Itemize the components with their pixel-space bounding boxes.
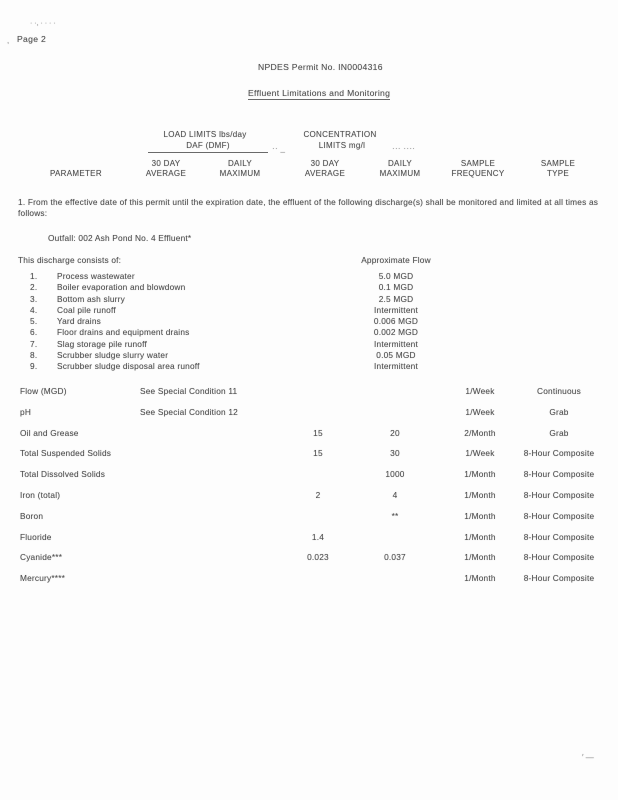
discharge-name: Boiler evaporation and blowdown	[57, 282, 186, 293]
sample-type-value: Grab	[549, 406, 569, 417]
discharge-list-item	[0, 350, 618, 361]
sample-frequency-value: 1/Week	[465, 406, 495, 417]
column-header-line2: FREQUENCY	[451, 169, 505, 178]
discharge-name: Scrubber sludge disposal area runoff	[57, 361, 200, 371]
discharge-number: 3.	[30, 293, 38, 304]
sample-type-value: Grab	[549, 427, 569, 438]
concentration-max-value: 0.037	[384, 552, 406, 563]
column-header-line1: SAMPLE	[460, 159, 496, 168]
discharge-list-item	[0, 327, 618, 338]
sample-frequency-value: 1/Month	[464, 573, 496, 584]
table-row	[0, 407, 618, 428]
page-label: Page 2	[17, 34, 47, 44]
sample-frequency-value: 1/Week	[465, 386, 495, 396]
sample-frequency-value: 1/Month	[464, 469, 496, 480]
discharge-flow: 2.5 MGD	[378, 293, 414, 304]
discharge-flow: 0.002 MGD	[373, 327, 419, 338]
discharge-flow: Intermittent	[374, 304, 418, 315]
column-header-line2: AVERAGE	[145, 169, 187, 178]
scan-artifact-conc-right: ··· ····	[392, 144, 416, 153]
discharge-list-item	[0, 339, 618, 350]
concentration-header: CONCENTRATION	[303, 130, 377, 139]
discharge-flow: 5.0 MGD	[378, 271, 414, 281]
table-row	[0, 490, 618, 511]
column-header-sample-frequency	[438, 159, 518, 179]
special-condition-note: See Special Condition 11	[140, 386, 238, 396]
column-header-sample-type	[518, 159, 598, 179]
load-limits-subheader: DAF (DMF)	[148, 141, 268, 153]
concentration-max-value: 4	[392, 489, 398, 500]
load-limits-header: LOAD LIMITS lbs/day	[163, 130, 247, 139]
discharge-name: Slag storage pile runoff	[57, 338, 147, 349]
sample-type-value: 8-Hour Composite	[523, 552, 595, 563]
parameter-name: pH	[20, 406, 32, 417]
sample-type-value: 8-Hour Composite	[523, 573, 595, 584]
parameter-name: Total Dissolved Solids	[20, 469, 106, 480]
table-row	[0, 428, 618, 449]
concentration-subheader: LIMITS mg/l	[318, 141, 366, 150]
concentration-max-value: 20	[390, 427, 400, 438]
scan-artifact-top-left: · ·, · · · ·	[30, 20, 56, 27]
discharge-name: Process wastewater	[57, 271, 135, 281]
special-condition-note: See Special Condition 12	[140, 406, 238, 417]
column-header-parameter: PARAMETER	[50, 169, 102, 178]
sample-type-value: Continuous	[537, 386, 581, 396]
discharge-name: Yard drains	[57, 316, 102, 326]
column-header-line2: TYPE	[546, 169, 570, 178]
discharge-name: Coal pile runoff	[57, 304, 116, 315]
table-row	[0, 552, 618, 573]
column-header-load-30day	[131, 159, 201, 179]
column-header-line1: DAILY	[227, 159, 253, 168]
sample-frequency-value: 1/Week	[465, 448, 495, 459]
parameter-name: Boron	[20, 510, 44, 521]
column-header-line2: MAXIMUM	[379, 169, 421, 178]
sample-type-value: 8-Hour Composite	[523, 448, 595, 459]
column-header-line2: MAXIMUM	[219, 169, 261, 178]
discharge-list-item	[0, 282, 618, 293]
discharge-number: 8.	[30, 349, 38, 360]
sample-type-value: 8-Hour Composite	[523, 531, 595, 542]
column-header-conc-dailymax	[365, 159, 435, 179]
discharge-number: 7.	[30, 338, 38, 349]
table-row	[0, 532, 618, 553]
discharge-flow: 0.006 MGD	[373, 316, 419, 326]
sample-type-value: 8-Hour Composite	[523, 489, 595, 500]
concentration-30day-value: 15	[313, 427, 323, 438]
concentration-30day-value: 1.4	[311, 531, 325, 542]
sample-frequency-value: 1/Month	[464, 552, 496, 563]
parameter-name: Cyanide***	[20, 552, 63, 563]
discharge-number: 5.	[30, 316, 38, 326]
outfall-label: Outfall: 002 Ash Pond No. 4 Effluent*	[48, 233, 192, 243]
permit-number: NPDES Permit No. IN0004316	[258, 62, 383, 72]
parameter-name: Flow (MGD)	[20, 386, 67, 396]
sample-frequency-value: 1/Month	[464, 531, 496, 542]
discharge-list-item	[0, 361, 618, 372]
discharge-flow: Intermittent	[374, 338, 418, 349]
limits-table	[0, 386, 618, 594]
table-row	[0, 573, 618, 594]
column-header-line1: SAMPLE	[540, 159, 576, 168]
concentration-30day-value: 0.023	[307, 552, 329, 563]
sample-frequency-value: 1/Month	[464, 510, 496, 521]
discharge-number: 4.	[30, 304, 38, 315]
document-title: Effluent Limitations and Monitoring	[248, 88, 391, 98]
discharge-number: 9.	[30, 361, 38, 371]
scan-artifact-conc-left: ·· _	[272, 144, 286, 153]
discharge-flow: 0.1 MGD	[378, 282, 414, 293]
discharge-list-item	[0, 271, 618, 282]
discharge-list-item	[0, 294, 618, 305]
column-header-line2: AVERAGE	[304, 169, 346, 178]
discharge-list-item	[0, 316, 618, 327]
sample-frequency-value: 2/Month	[464, 427, 496, 438]
intro-paragraph: 1. From the effective date of this permit until the expiration date, the effluent of the following discharge(s) shall be monitored and limited at all times as follows:	[18, 197, 599, 218]
table-row	[0, 386, 618, 407]
discharge-number: 2.	[30, 282, 38, 293]
discharge-number: 6.	[30, 327, 38, 338]
discharge-intro: This discharge consists of:	[18, 255, 122, 265]
column-header-conc-30day	[290, 159, 360, 179]
sample-type-value: 8-Hour Composite	[523, 469, 595, 480]
parameter-name: Mercury****	[20, 573, 66, 584]
scan-artifact-comma: ,	[7, 36, 10, 45]
table-row	[0, 511, 618, 532]
discharge-name: Scrubber sludge slurry water	[57, 349, 169, 360]
column-header-line1: 30 DAY	[151, 159, 181, 168]
parameter-name: Total Suspended Solids	[20, 448, 112, 459]
table-row	[0, 448, 618, 469]
table-row	[0, 469, 618, 490]
column-header-line1: 30 DAY	[310, 159, 340, 168]
parameter-name: Oil and Grease	[20, 427, 79, 438]
column-header-line1: DAILY	[387, 159, 413, 168]
discharge-list	[0, 271, 618, 372]
concentration-max-value: 30	[390, 448, 400, 459]
concentration-30day-value: 15	[313, 448, 323, 459]
approximate-flow-label: Approximate Flow	[361, 255, 431, 265]
discharge-name: Bottom ash slurry	[57, 293, 125, 304]
concentration-max-value: **	[391, 510, 399, 521]
discharge-flow: Intermittent	[374, 361, 418, 371]
scan-artifact-bottom-right: ′ —	[582, 753, 594, 762]
sample-frequency-value: 1/Month	[464, 489, 496, 500]
concentration-30day-value: 2	[315, 489, 321, 500]
parameter-name: Iron (total)	[20, 489, 61, 500]
discharge-name: Floor drains and equipment drains	[57, 327, 190, 338]
parameter-name: Fluoride	[20, 531, 52, 542]
discharge-number: 1.	[30, 271, 38, 281]
sample-type-value: 8-Hour Composite	[523, 510, 595, 521]
discharge-flow: 0.05 MGD	[376, 349, 416, 360]
concentration-max-value: 1000	[385, 469, 405, 480]
column-header-load-dailymax	[205, 159, 275, 179]
discharge-list-item	[0, 305, 618, 316]
